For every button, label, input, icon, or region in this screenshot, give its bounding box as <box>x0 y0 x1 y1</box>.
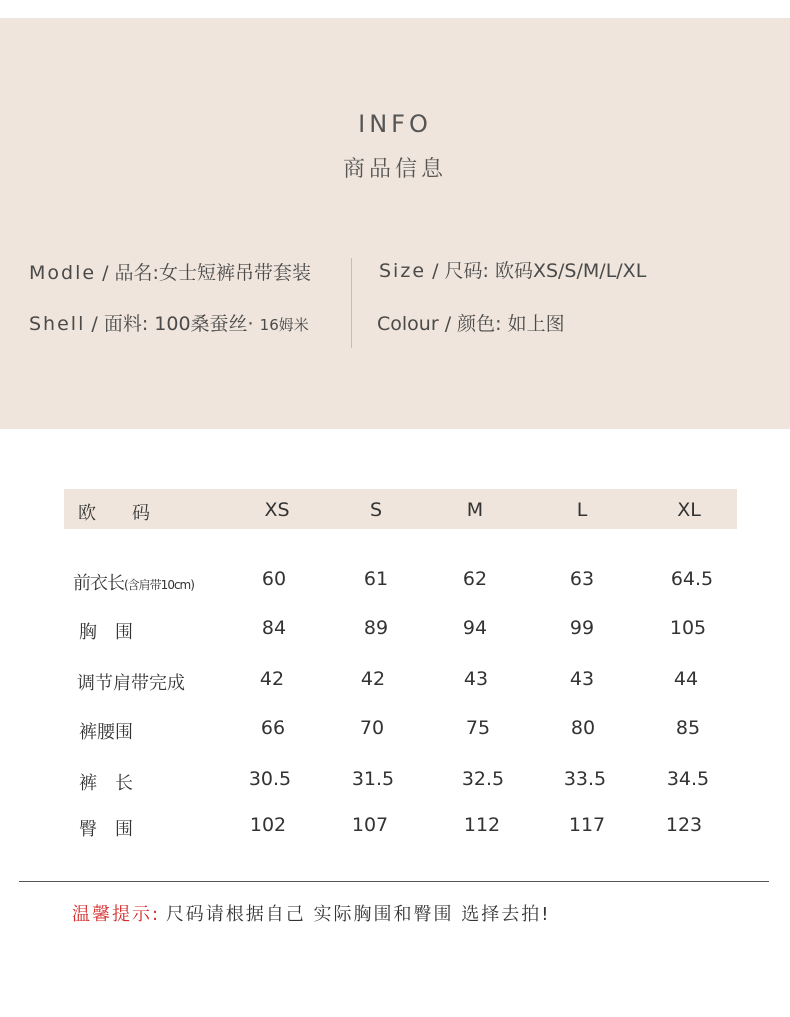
table-cell: 30.5 <box>248 768 292 790</box>
row-label-note: (含肩带10cm) <box>124 578 194 592</box>
table-cell: 66 <box>260 717 286 739</box>
size-header-s: S <box>369 499 383 521</box>
table-cell: 34.5 <box>666 768 710 790</box>
row-label: 裤腰围 <box>79 722 133 743</box>
shell-sep: / 面料: <box>91 313 149 335</box>
footer-divider <box>19 881 769 882</box>
tip-line <box>72 900 550 926</box>
table-cell: 112 <box>463 814 501 836</box>
row-label-text: 前衣长 <box>73 573 124 594</box>
table-cell: 44 <box>673 668 699 690</box>
info-title-zh: 商品信息 <box>342 157 447 182</box>
info-title-en: INFO <box>358 110 432 138</box>
colour-line <box>377 309 565 336</box>
table-cell: 99 <box>569 617 595 639</box>
size-header-xl: XL <box>677 499 701 521</box>
tip-label: 温馨提示: <box>72 904 161 925</box>
size-key: Size <box>379 260 427 282</box>
table-cell: 89 <box>363 617 389 639</box>
table-cell: 105 <box>669 617 707 639</box>
table-cell: 31.5 <box>351 768 395 790</box>
table-cell: 63 <box>569 568 595 590</box>
row-label: 臀 围 <box>79 819 133 840</box>
table-cell: 75 <box>465 717 491 739</box>
table-cell: 43 <box>569 668 595 690</box>
colour-key: Colour <box>377 313 439 335</box>
table-cell: 61 <box>363 568 389 590</box>
size-line <box>379 256 646 283</box>
table-cell: 117 <box>568 814 606 836</box>
row-label <box>73 569 194 595</box>
model-line <box>29 258 311 285</box>
info-banner <box>0 18 790 429</box>
table-cell: 42 <box>259 668 285 690</box>
shell-line <box>29 309 309 336</box>
model-key: Modle <box>29 262 97 284</box>
table-cell: 70 <box>359 717 385 739</box>
info-divider <box>351 258 352 348</box>
row-label: 裤 长 <box>79 773 133 794</box>
table-cell: 123 <box>665 814 703 836</box>
table-cell: 94 <box>462 617 488 639</box>
size-header-l: L <box>576 499 588 521</box>
model-value: 女士短裤吊带套装 <box>158 262 311 284</box>
row-label: 胸 围 <box>79 622 133 643</box>
table-cell: 107 <box>351 814 389 836</box>
table-cell: 43 <box>463 668 489 690</box>
colour-sep: / 颜色: <box>444 313 502 335</box>
shell-small: 16姆米 <box>259 316 309 334</box>
shell-key: Shell <box>29 313 86 335</box>
model-sep: / 品名: <box>102 262 159 284</box>
colour-value: 如上图 <box>507 313 565 335</box>
size-value: 欧码XS/S/M/L/XL <box>494 260 647 282</box>
tip-text: 尺码请根据自己 实际胸围和臀围 选择去拍! <box>165 904 551 925</box>
table-cell: 33.5 <box>563 768 607 790</box>
size-header-label: 欧 码 <box>78 503 150 524</box>
size-header-m: M <box>466 499 484 521</box>
size-table-header <box>64 489 737 529</box>
table-cell: 80 <box>570 717 596 739</box>
size-header-xs: XS <box>264 499 290 521</box>
table-cell: 62 <box>462 568 488 590</box>
table-cell: 102 <box>249 814 287 836</box>
table-cell: 64.5 <box>670 568 714 590</box>
size-sep: / 尺码: <box>432 260 489 282</box>
row-label: 调节肩带完成 <box>77 673 185 694</box>
table-cell: 84 <box>261 617 287 639</box>
table-cell: 42 <box>360 668 386 690</box>
table-cell: 85 <box>675 717 701 739</box>
shell-value: 100桑蚕丝· <box>154 313 254 335</box>
table-cell: 32.5 <box>461 768 505 790</box>
table-cell: 60 <box>261 568 287 590</box>
